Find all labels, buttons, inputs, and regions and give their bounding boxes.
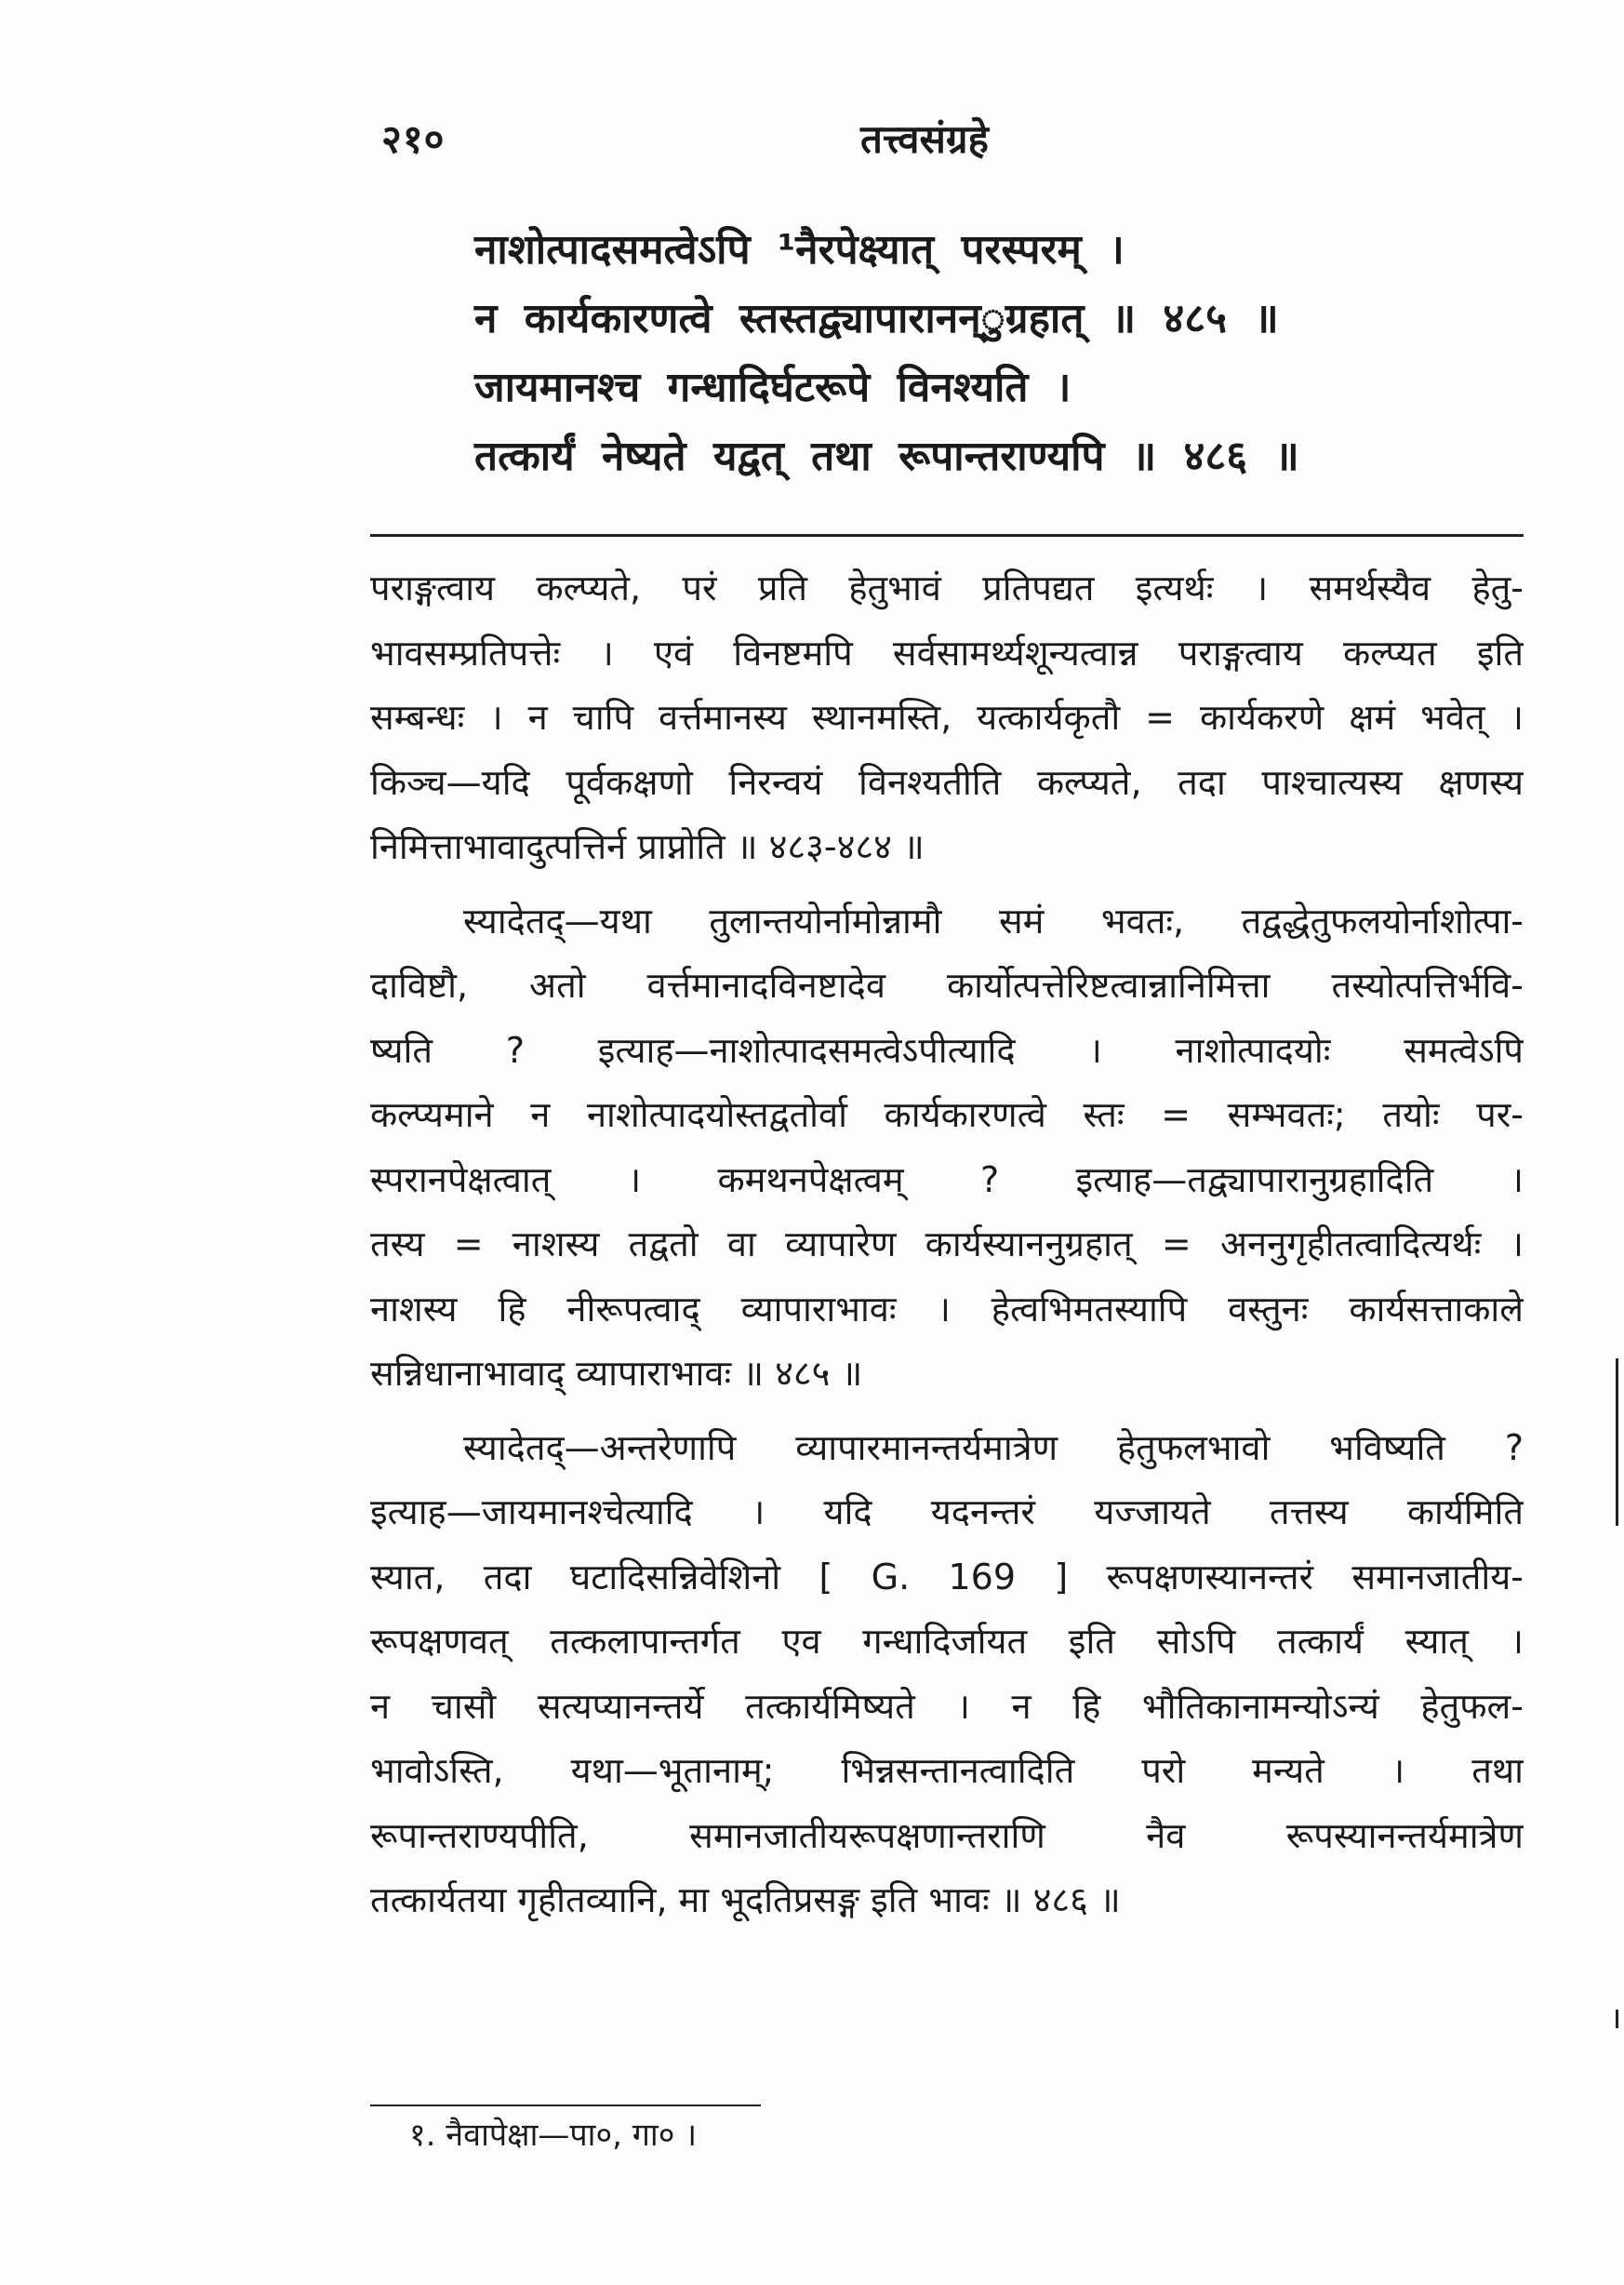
commentary-paragraph: [370, 1416, 1524, 1933]
commentary-line: नाशस्य हि नीरूपत्वाद् व्यापाराभावः । हेत्वभिमतस्यापि वस्तुनः कार्यसत्ताकाले: [370, 1288, 1524, 1330]
commentary-line: स्यादेतद्—अन्तरेणापि व्यापारमानन्तर्यमात्रेण हेतुफलभावो भविष्यति ?: [463, 1426, 1524, 1468]
verse-line: तत्कार्यं नेष्यते यद्वत् तथा रूपान्तराण्यपि ॥ ४८६ ॥: [474, 433, 1299, 480]
footnote-divider-rule: [370, 2105, 761, 2106]
commentary-line: सम्बन्धः । न चापि वर्त्तमानस्य स्थानमस्ति, यत्कार्यकृतौ = कार्यकरणे क्षमं भवेत् ।: [370, 697, 1524, 738]
commentary-line: किञ्च—यदि पूर्वकक्षणो निरन्वयं विनश्यतीति कल्प्यते, तदा पाश्चात्यस्य क्षणस्य: [370, 761, 1524, 803]
commentary-paragraph: [370, 556, 1524, 880]
commentary-line: रूपान्तराण्यपीति, समानजातीयरूपक्षणान्तराणि नैव रूपस्यानन्तर्यमात्रेण: [370, 1814, 1524, 1856]
commentary-paragraph: [370, 889, 1524, 1407]
commentary-line: सन्निधानाभावाद् व्यापाराभावः ॥ ४८५ ॥: [370, 1353, 863, 1394]
commentary-line: तस्य = नाशस्य तद्वतो वा व्यापारेण कार्यस्याननुग्रहात् = अननुगृहीतत्वादित्यर्थः ।: [370, 1223, 1524, 1264]
verse-divider-rule: [370, 534, 1524, 537]
commentary-line: पराङ्गत्वाय कल्प्यते, परं प्रति हेतुभावं प्रतिपद्यत इत्यर्थः । समर्थस्यैव हेतु-: [370, 568, 1524, 608]
commentary-block: [370, 556, 1524, 1943]
commentary-line: दाविष्टौ, अतो वर्त्तमानादविनष्टादेव कार्योत्पत्तेरिष्टत्वान्नानिमित्ता तस्योत्पत्तिर्भवि-: [370, 965, 1524, 1006]
running-title: तत्त्वसंग्रहे: [860, 116, 989, 162]
verse-line: जायमानश्च गन्धादिर्घटरूपे विनश्यति ।: [474, 364, 1072, 411]
footnote: १. नैवापेक्षा—पा०, गा० ।: [409, 2117, 698, 2154]
commentary-line: इत्याह—जायमानश्चेत्यादि । यदि यदनन्तरं यज्जायते तत्तस्य कार्यमिति: [370, 1491, 1524, 1532]
page-header: [353, 112, 1525, 167]
scan-edge-mark: [1616, 2010, 1618, 2028]
verse-block: [474, 216, 1525, 491]
commentary-line: भावसम्प्रतिपत्तेः । एवं विनष्टमपि सर्वसामर्थ्यशून्यत्वान्न पराङ्गत्वाय कल्प्यत इति: [370, 632, 1524, 674]
scan-edge-mark: [1616, 1358, 1618, 1526]
commentary-line: ष्यति ? इत्याह—नाशोत्पादसमत्वेऽपीत्यादि । नाशोत्पादयोः समत्वेऽपि: [370, 1029, 1524, 1071]
commentary-line: भावोऽस्ति, यथा—भूतानाम्; भिन्नसन्तानत्वादिति परो मन्यते । तथा: [370, 1750, 1524, 1791]
commentary-line: निमित्ताभावादुत्पत्तिर्न प्राप्नोति ॥ ४८३-४८४ ॥: [370, 826, 925, 867]
verse-line: नाशोत्पादसमत्वेऽपि ¹नैरपेक्ष्यात् परस्परम् ।: [474, 226, 1125, 274]
commentary-line: तत्कार्यतया गृहीतव्यानि, मा भूदतिप्रसङ्ग इति भावः ॥ ४८६ ॥: [370, 1879, 1121, 1920]
commentary-line: कल्प्यमाने न नाशोत्पादयोस्तद्वतोर्वा कार्यकारणत्वे स्तः = सम्भवतः; तयोः पर-: [370, 1094, 1524, 1135]
verse-line: न कार्यकारणत्वे स्तस्तद्व्यापारानन्ुग्रहात् ॥ ४८५ ॥: [474, 295, 1279, 342]
commentary-line: स्यात, तदा घटादिसन्निवेशिनो [ G. 169 ] रूपक्षणस्यानन्तरं समानजातीय-: [370, 1556, 1524, 1597]
page-number: २१०: [381, 116, 446, 162]
commentary-line: स्यादेतद्—यथा तुलान्तयोर्नामोन्नामौ समं भवतः, तद्वद्धेतुफलयोर्नाशोत्पा-: [463, 900, 1524, 942]
commentary-line: स्परानपेक्षत्वात् । कमथनपेक्षत्वम् ? इत्याह—तद्व्यापारानुग्रहादिति ।: [370, 1158, 1524, 1200]
commentary-line: रूपक्षणवत् तत्कलापान्तर्गत एव गन्धादिर्जायत इति सोऽपि तत्कार्यं स्यात् ।: [370, 1621, 1524, 1662]
commentary-line: न चासौ सत्यप्यानन्तर्ये तत्कार्यमिष्यते । न हि भौतिकानामन्योऽन्यं हेतुफल-: [370, 1685, 1524, 1727]
